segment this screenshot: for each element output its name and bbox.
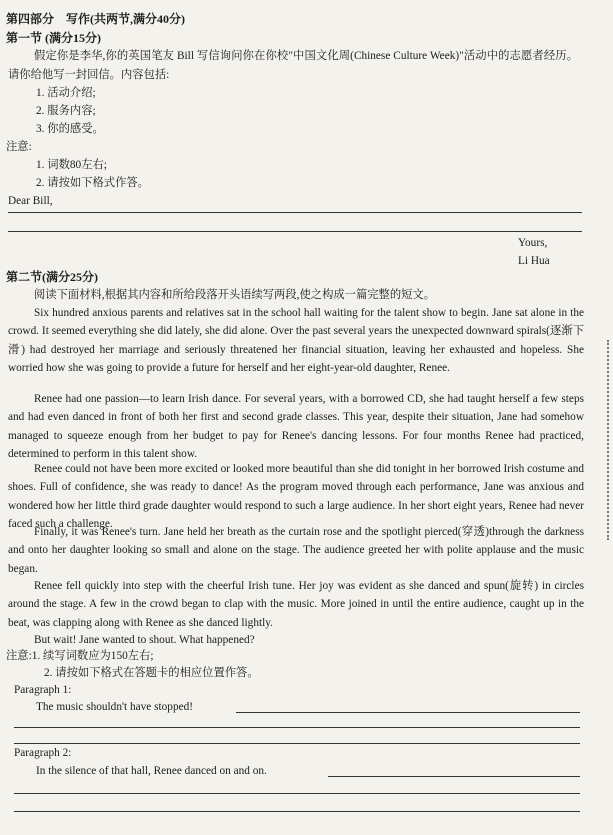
section2-instruction: 阅读下面材料,根据其内容和所给段落开头语续写两段,使之构成一篇完整的短文。 xyxy=(34,289,436,301)
content-item-2: 2. 服务内容; xyxy=(36,105,96,117)
story-paragraph-2: Renee had one passion—to learn Irish dance. For several years, with a borrowed CD, she had taught herself a few steps and had even danced in front of both her first and second grade classes. This year, despite their situation, Jane had somehow managed to squeeze enough from her budget to pay for Renee's dancing lessons. For four months Renee had practiced, determined to perform in this talent show. xyxy=(8,393,584,460)
writing-line-1 xyxy=(8,212,582,213)
section2-heading: 第二节(满分25分) xyxy=(6,270,98,284)
section1-prompt: 假定你是李华,你的英国笔友 Bill 写信询问你在你校"中国文化周(Chinese Culture Week)"活动中的志愿者经历。请你给他写一封回信。内容包括: xyxy=(8,50,578,81)
answer-line-p1-2[interactable] xyxy=(14,727,580,728)
paragraph2-start: In the silence of that hall, Renee danced on and on. xyxy=(36,765,267,777)
answer-line-p2-3[interactable] xyxy=(14,811,580,812)
note-1: 1. 词数80左右; xyxy=(36,159,107,171)
paragraph1-label: Paragraph 1: xyxy=(14,684,72,696)
content-item-1: 1. 活动介绍; xyxy=(36,87,96,99)
content-item-3: 3. 你的感受。 xyxy=(36,123,104,135)
paragraph2-label: Paragraph 2: xyxy=(14,747,72,759)
story-paragraph-6: But wait! Jane wanted to shout. What happened? xyxy=(34,634,255,646)
notes-label: 注意: xyxy=(6,141,32,153)
writing-line-2 xyxy=(8,231,582,232)
answer-line-p1-3[interactable] xyxy=(14,743,580,744)
continuation-note-1: 注意:1. 续写词数应为150左右; xyxy=(6,650,154,662)
binding-margin-dots xyxy=(607,340,609,540)
continuation-note-2: 2. 请按如下格式在答题卡的相应位置作答。 xyxy=(44,667,259,679)
answer-line-p1-first[interactable] xyxy=(236,712,580,713)
story-paragraph-5: Renee fell quickly into step with the cheerful Irish tune. Her joy was evident as she danced and spun(旋转) in circles around the stage. A few in the crowd began to clap with the music. More joined in until the entire audience, caught up in the beat, was clapping along with Renee as she danced lightly. xyxy=(8,580,584,629)
answer-line-p2-first[interactable] xyxy=(328,776,580,777)
closing: Yours, xyxy=(518,237,548,249)
answer-line-p2-2[interactable] xyxy=(14,793,580,794)
salutation: Dear Bill, xyxy=(8,195,53,207)
story-paragraph-4: Finally, it was Renee's turn. Jane held her breath as the curtain rose and the spotlight pierced(穿透)through the darkness and onto her daughter looking so small and alone on the stage. The audience greeted her with polite applause and the music began. xyxy=(8,526,584,575)
story-paragraph-1: Six hundred anxious parents and relatives sat in the school hall waiting for the talent show to begin. Jane sat alone in the crowd. It seemed everything she did lately, she did alone. Over the past several years the unexpected downward spirals(逐渐下滑) had destroyed her marriage and seriously threatened her financial situation, leaving her exhausted and hopeless. She worried how she was going to provide a future for herself and her eight-year-old daughter, Renee. xyxy=(8,307,584,374)
story-paragraph-3: Renee could not have been more excited or looked more beautiful than she did tonight in her borrowed Irish costume and shoes. Full of confidence, she was ready to dance! As the program moved through each performance, Jane was anxious and wondered how her little third grade daughter would respond to such a large audience. In her short eight years, Renee had never faced such a challenge. xyxy=(8,463,584,530)
part4-heading: 第四部分 写作(共两节,满分40分) xyxy=(6,12,185,26)
signature: Li Hua xyxy=(518,255,550,267)
section1-heading: 第一节 (满分15分) xyxy=(6,31,101,45)
note-2: 2. 请按如下格式作答。 xyxy=(36,177,149,189)
paragraph1-start: The music shouldn't have stopped! xyxy=(36,701,194,713)
